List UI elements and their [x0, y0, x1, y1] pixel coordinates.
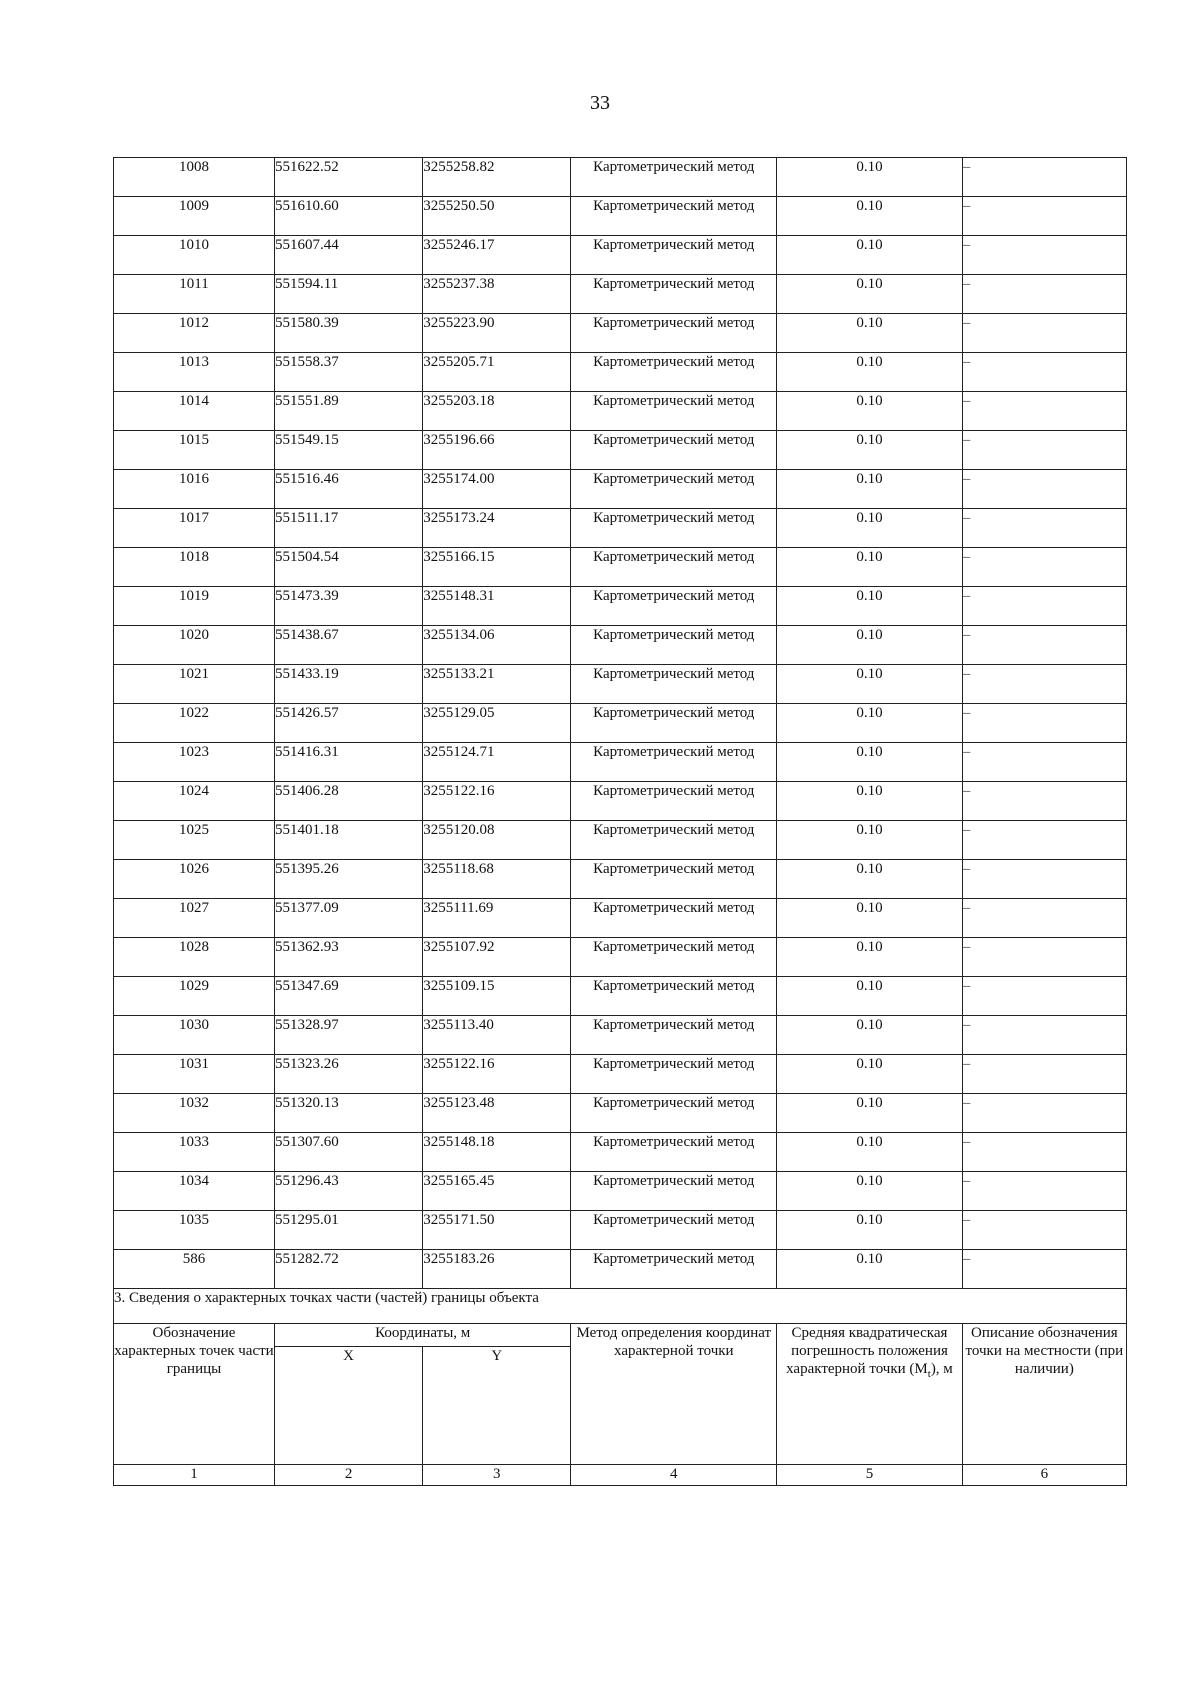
method-cell: Картометрический метод — [571, 782, 777, 821]
description-cell: – — [962, 158, 1126, 197]
x-coordinate-cell: 551433.19 — [275, 665, 423, 704]
y-coordinate-cell: 3255122.16 — [423, 1055, 571, 1094]
error-cell: 0.10 — [777, 1094, 963, 1133]
error-cell: 0.10 — [777, 1250, 963, 1289]
description-cell: – — [962, 1133, 1126, 1172]
table-row — [114, 548, 1127, 587]
y-coordinate-cell: 3255113.40 — [423, 1016, 571, 1055]
description-cell: – — [962, 665, 1126, 704]
point-number-cell: 1015 — [114, 431, 275, 470]
header-x: X — [275, 1347, 423, 1465]
point-number-cell: 1034 — [114, 1172, 275, 1211]
description-cell: – — [962, 1016, 1126, 1055]
method-cell: Картометрический метод — [571, 1133, 777, 1172]
description-cell: – — [962, 977, 1126, 1016]
column-number: 2 — [275, 1465, 423, 1486]
coordinates-table-body — [114, 158, 1127, 1289]
point-number-cell: 1035 — [114, 1211, 275, 1250]
method-cell: Картометрический метод — [571, 1211, 777, 1250]
page-number: 33 — [590, 92, 610, 114]
method-cell: Картометрический метод — [571, 743, 777, 782]
method-cell: Картометрический метод — [571, 821, 777, 860]
description-cell: – — [962, 1055, 1126, 1094]
column-number: 1 — [114, 1465, 275, 1486]
x-coordinate-cell: 551426.57 — [275, 704, 423, 743]
method-cell: Картометрический метод — [571, 392, 777, 431]
point-number-cell: 1012 — [114, 314, 275, 353]
method-cell: Картометрический метод — [571, 431, 777, 470]
table-row — [114, 158, 1127, 197]
point-number-cell: 1014 — [114, 392, 275, 431]
header-method: Метод определения координат характерной точки — [571, 1324, 777, 1465]
description-cell: – — [962, 236, 1126, 275]
y-coordinate-cell: 3255134.06 — [423, 626, 571, 665]
x-coordinate-cell: 551607.44 — [275, 236, 423, 275]
point-number-cell: 1008 — [114, 158, 275, 197]
description-cell: – — [962, 392, 1126, 431]
point-number-cell: 1013 — [114, 353, 275, 392]
x-coordinate-cell: 551622.52 — [275, 158, 423, 197]
y-coordinate-cell: 3255246.17 — [423, 236, 571, 275]
error-cell: 0.10 — [777, 275, 963, 314]
point-number-cell: 1019 — [114, 587, 275, 626]
point-number-cell: 1031 — [114, 1055, 275, 1094]
table-row — [114, 821, 1127, 860]
error-cell: 0.10 — [777, 1055, 963, 1094]
x-coordinate-cell: 551282.72 — [275, 1250, 423, 1289]
method-cell: Картометрический метод — [571, 197, 777, 236]
x-coordinate-cell: 551320.13 — [275, 1094, 423, 1133]
table-row — [114, 509, 1127, 548]
error-cell: 0.10 — [777, 1172, 963, 1211]
description-cell: – — [962, 470, 1126, 509]
method-cell: Картометрический метод — [571, 977, 777, 1016]
x-coordinate-cell: 551473.39 — [275, 587, 423, 626]
description-cell: – — [962, 275, 1126, 314]
description-cell: – — [962, 548, 1126, 587]
header-description: Описание обозначения точки на местности (при наличии) — [962, 1324, 1126, 1465]
x-coordinate-cell: 551377.09 — [275, 899, 423, 938]
x-coordinate-cell: 551549.15 — [275, 431, 423, 470]
error-cell: 0.10 — [777, 1133, 963, 1172]
error-cell: 0.10 — [777, 626, 963, 665]
y-coordinate-cell: 3255171.50 — [423, 1211, 571, 1250]
table-row — [114, 470, 1127, 509]
method-cell: Картометрический метод — [571, 665, 777, 704]
y-coordinate-cell: 3255148.31 — [423, 587, 571, 626]
error-cell: 0.10 — [777, 353, 963, 392]
table-row — [114, 782, 1127, 821]
header-error: Средняя квадратическая погрешность положения характерной точки $(M_t)$, м — [777, 1324, 963, 1465]
method-cell: Картометрический метод — [571, 1172, 777, 1211]
point-number-cell: 1030 — [114, 1016, 275, 1055]
y-coordinate-cell: 3255133.21 — [423, 665, 571, 704]
error-cell: 0.10 — [777, 509, 963, 548]
column-number: 3 — [423, 1465, 571, 1486]
x-coordinate-cell: 551511.17 — [275, 509, 423, 548]
y-coordinate-cell: 3255107.92 — [423, 938, 571, 977]
x-coordinate-cell: 551516.46 — [275, 470, 423, 509]
column-number: 4 — [571, 1465, 777, 1486]
table-row — [114, 392, 1127, 431]
error-cell: 0.10 — [777, 197, 963, 236]
method-cell: Картометрический метод — [571, 158, 777, 197]
point-number-cell: 1025 — [114, 821, 275, 860]
error-cell: 0.10 — [777, 470, 963, 509]
column-number: 5 — [777, 1465, 963, 1486]
y-coordinate-cell: 3255223.90 — [423, 314, 571, 353]
error-cell: 0.10 — [777, 158, 963, 197]
error-cell: 0.10 — [777, 977, 963, 1016]
error-cell: 0.10 — [777, 938, 963, 977]
method-cell: Картометрический метод — [571, 470, 777, 509]
table-row — [114, 275, 1127, 314]
y-coordinate-cell: 3255148.18 — [423, 1133, 571, 1172]
x-coordinate-cell: 551296.43 — [275, 1172, 423, 1211]
point-number-cell: 1032 — [114, 1094, 275, 1133]
point-number-cell: 1027 — [114, 899, 275, 938]
method-cell: Картометрический метод — [571, 860, 777, 899]
point-number-cell: 1020 — [114, 626, 275, 665]
table-row — [114, 1133, 1127, 1172]
description-cell: – — [962, 197, 1126, 236]
description-cell: – — [962, 1211, 1126, 1250]
point-number-cell: 1016 — [114, 470, 275, 509]
method-cell: Картометрический метод — [571, 587, 777, 626]
header-coordinates: Координаты, м — [275, 1324, 571, 1347]
point-number-cell: 1009 — [114, 197, 275, 236]
table-row — [114, 860, 1127, 899]
description-cell: – — [962, 587, 1126, 626]
error-cell: 0.10 — [777, 860, 963, 899]
table-row — [114, 899, 1127, 938]
y-coordinate-cell: 3255118.68 — [423, 860, 571, 899]
error-cell: 0.10 — [777, 899, 963, 938]
error-cell: 0.10 — [777, 392, 963, 431]
method-cell: Картометрический метод — [571, 704, 777, 743]
description-cell: – — [962, 314, 1126, 353]
table-row — [114, 977, 1127, 1016]
table-row — [114, 704, 1127, 743]
table-row — [114, 587, 1127, 626]
method-cell: Картометрический метод — [571, 236, 777, 275]
x-coordinate-cell: 551610.60 — [275, 197, 423, 236]
y-coordinate-cell: 3255124.71 — [423, 743, 571, 782]
error-cell: 0.10 — [777, 314, 963, 353]
description-cell: – — [962, 1172, 1126, 1211]
column-number: 6 — [962, 1465, 1126, 1486]
description-cell: – — [962, 509, 1126, 548]
y-coordinate-cell: 3255166.15 — [423, 548, 571, 587]
point-number-cell: 1026 — [114, 860, 275, 899]
y-coordinate-cell: 3255122.16 — [423, 782, 571, 821]
error-cell: 0.10 — [777, 1016, 963, 1055]
description-cell: – — [962, 704, 1126, 743]
description-cell: – — [962, 860, 1126, 899]
table-row — [114, 1172, 1127, 1211]
y-coordinate-cell: 3255205.71 — [423, 353, 571, 392]
point-number-cell: 1010 — [114, 236, 275, 275]
point-number-cell: 1028 — [114, 938, 275, 977]
method-cell: Картометрический метод — [571, 275, 777, 314]
method-cell: Картометрический метод — [571, 1055, 777, 1094]
point-number-cell: 1022 — [114, 704, 275, 743]
header-point-designation: Обозначение характерных точек части границы — [114, 1324, 275, 1465]
x-coordinate-cell: 551504.54 — [275, 548, 423, 587]
y-coordinate-cell: 3255183.26 — [423, 1250, 571, 1289]
description-cell: – — [962, 782, 1126, 821]
coordinates-table — [113, 157, 1127, 1486]
table-row — [114, 1094, 1127, 1133]
description-cell: – — [962, 431, 1126, 470]
x-coordinate-cell: 551347.69 — [275, 977, 423, 1016]
method-cell: Картометрический метод — [571, 899, 777, 938]
error-cell: 0.10 — [777, 587, 963, 626]
y-coordinate-cell: 3255111.69 — [423, 899, 571, 938]
method-cell: Картометрический метод — [571, 509, 777, 548]
x-coordinate-cell: 551401.18 — [275, 821, 423, 860]
table-row — [114, 743, 1127, 782]
method-cell: Картометрический метод — [571, 548, 777, 587]
description-cell: – — [962, 899, 1126, 938]
y-coordinate-cell: 3255237.38 — [423, 275, 571, 314]
error-cell: 0.10 — [777, 665, 963, 704]
table-row — [114, 1250, 1127, 1289]
table-row — [114, 1016, 1127, 1055]
description-cell: – — [962, 743, 1126, 782]
y-coordinate-cell: 3255174.00 — [423, 470, 571, 509]
y-coordinate-cell: 3255203.18 — [423, 392, 571, 431]
x-coordinate-cell: 551551.89 — [275, 392, 423, 431]
error-cell: 0.10 — [777, 431, 963, 470]
table-row — [114, 236, 1127, 275]
error-cell: 0.10 — [777, 704, 963, 743]
table-row — [114, 626, 1127, 665]
table-row — [114, 353, 1127, 392]
x-coordinate-cell: 551295.01 — [275, 1211, 423, 1250]
y-coordinate-cell: 3255109.15 — [423, 977, 571, 1016]
section-3-title: 3. Сведения о характерных точках части (частей) границы объекта — [114, 1289, 1127, 1324]
x-coordinate-cell: 551438.67 — [275, 626, 423, 665]
method-cell: Картометрический метод — [571, 1250, 777, 1289]
description-cell: – — [962, 353, 1126, 392]
x-coordinate-cell: 551307.60 — [275, 1133, 423, 1172]
point-number-cell: 1033 — [114, 1133, 275, 1172]
y-coordinate-cell: 3255129.05 — [423, 704, 571, 743]
x-coordinate-cell: 551558.37 — [275, 353, 423, 392]
y-coordinate-cell: 3255173.24 — [423, 509, 571, 548]
x-coordinate-cell: 551580.39 — [275, 314, 423, 353]
error-cell: 0.10 — [777, 236, 963, 275]
point-number-cell: 586 — [114, 1250, 275, 1289]
error-cell: 0.10 — [777, 743, 963, 782]
error-cell: 0.10 — [777, 1211, 963, 1250]
point-number-cell: 1011 — [114, 275, 275, 314]
method-cell: Картометрический метод — [571, 353, 777, 392]
y-coordinate-cell: 3255120.08 — [423, 821, 571, 860]
table-row — [114, 1211, 1127, 1250]
x-coordinate-cell: 551416.31 — [275, 743, 423, 782]
table-row — [114, 197, 1127, 236]
table-row — [114, 431, 1127, 470]
table-row — [114, 665, 1127, 704]
table-row — [114, 314, 1127, 353]
y-coordinate-cell: 3255123.48 — [423, 1094, 571, 1133]
y-coordinate-cell: 3255165.45 — [423, 1172, 571, 1211]
section-3-block — [114, 1289, 1127, 1486]
method-cell: Картометрический метод — [571, 1094, 777, 1133]
x-coordinate-cell: 551406.28 — [275, 782, 423, 821]
y-coordinate-cell: 3255196.66 — [423, 431, 571, 470]
y-coordinate-cell: 3255250.50 — [423, 197, 571, 236]
description-cell: – — [962, 1094, 1126, 1133]
x-coordinate-cell: 551323.26 — [275, 1055, 423, 1094]
point-number-cell: 1024 — [114, 782, 275, 821]
x-coordinate-cell: 551395.26 — [275, 860, 423, 899]
description-cell: – — [962, 938, 1126, 977]
method-cell: Картометрический метод — [571, 314, 777, 353]
point-number-cell: 1029 — [114, 977, 275, 1016]
point-number-cell: 1023 — [114, 743, 275, 782]
method-cell: Картометрический метод — [571, 1016, 777, 1055]
x-coordinate-cell: 551328.97 — [275, 1016, 423, 1055]
x-coordinate-cell: 551362.93 — [275, 938, 423, 977]
description-cell: – — [962, 626, 1126, 665]
point-number-cell: 1021 — [114, 665, 275, 704]
method-cell: Картометрический метод — [571, 626, 777, 665]
description-cell: – — [962, 821, 1126, 860]
error-cell: 0.10 — [777, 782, 963, 821]
header-y: Y — [423, 1347, 571, 1465]
error-cell: 0.10 — [777, 548, 963, 587]
y-coordinate-cell: 3255258.82 — [423, 158, 571, 197]
point-number-cell: 1018 — [114, 548, 275, 587]
error-cell: 0.10 — [777, 821, 963, 860]
description-cell: – — [962, 1250, 1126, 1289]
table-row — [114, 938, 1127, 977]
table-row — [114, 1055, 1127, 1094]
method-cell: Картометрический метод — [571, 938, 777, 977]
point-number-cell: 1017 — [114, 509, 275, 548]
x-coordinate-cell: 551594.11 — [275, 275, 423, 314]
